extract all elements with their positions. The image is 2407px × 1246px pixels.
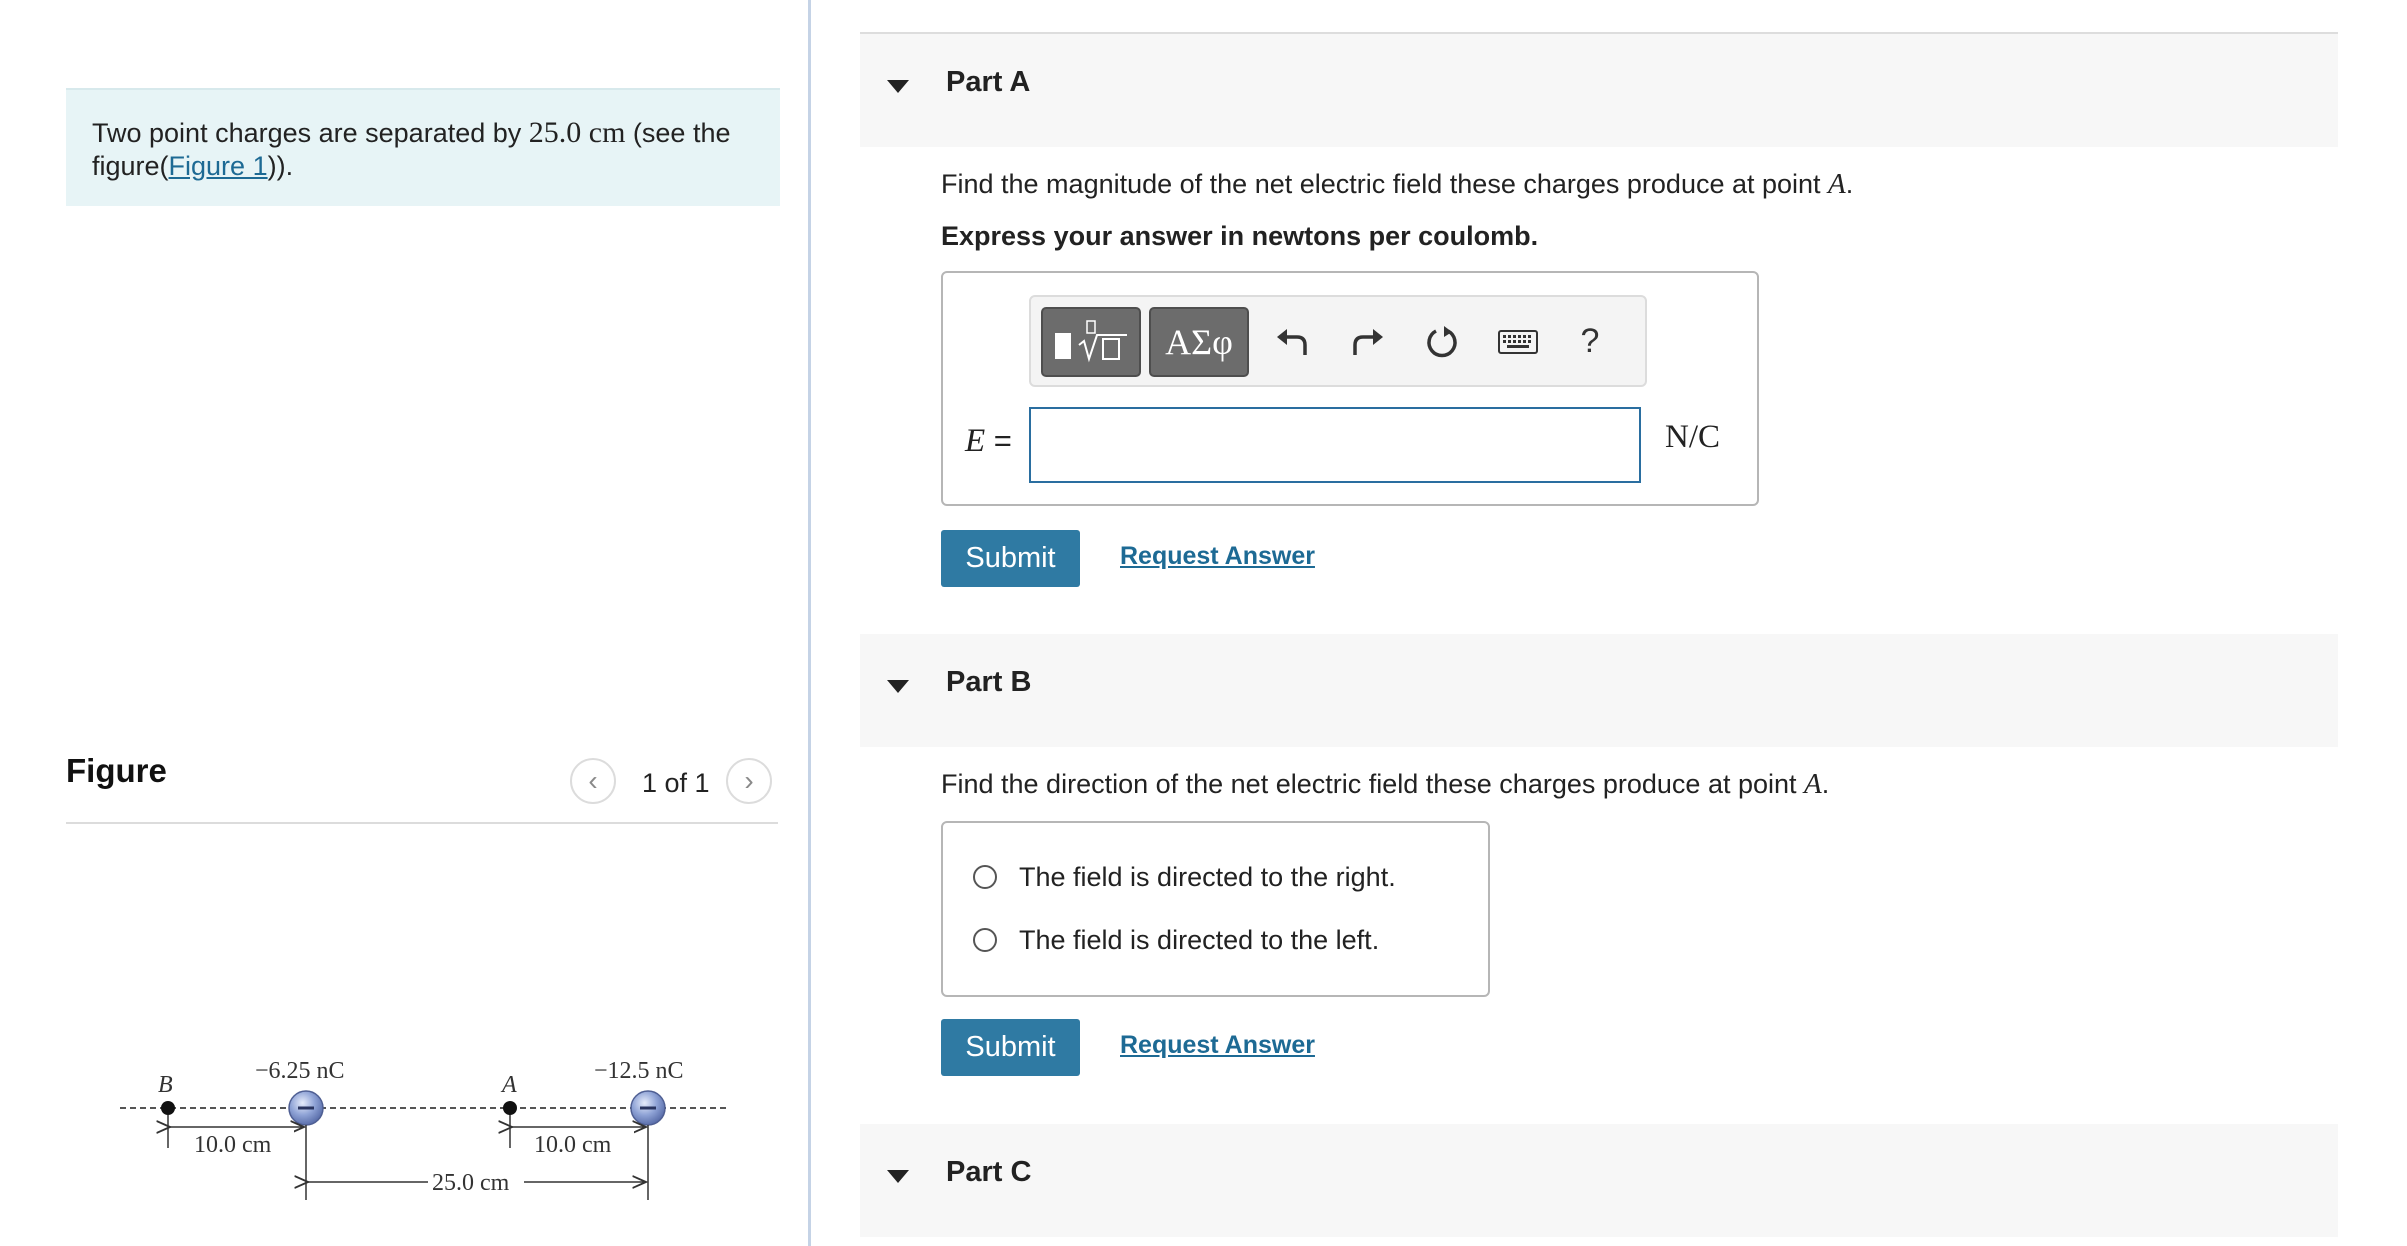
templates-icon	[1051, 315, 1131, 369]
help-button[interactable]: ?	[1580, 321, 1600, 360]
part-a-instruction: Express your answer in newtons per coulomb.	[941, 221, 1539, 251]
choice-left[interactable]	[973, 920, 1379, 960]
undo-button[interactable]	[1267, 317, 1317, 367]
caret-down-icon	[887, 680, 909, 693]
figure-header	[66, 752, 778, 824]
problem-text-middle: (see the figure(	[92, 118, 731, 181]
part-a-question	[941, 168, 1853, 201]
part-b-request-answer-link[interactable]: Request Answer	[1120, 1031, 1315, 1059]
figure-pager-count: 1 of 1	[642, 768, 710, 798]
part-b-submit-button[interactable]: Submit	[941, 1019, 1080, 1076]
pane-divider[interactable]	[808, 0, 811, 1246]
charge-left-label: −6.25 nC	[255, 1058, 345, 1084]
caret-down-icon	[887, 80, 909, 93]
part-a-title: Part A	[946, 66, 1031, 98]
part-b-header[interactable]	[860, 634, 2338, 747]
part-c-title: Part C	[946, 1156, 1032, 1188]
point-a	[503, 1101, 517, 1115]
part-a-question-text: Find the magnitude of the net electric field these charges produce at point	[941, 169, 1829, 199]
templates-button[interactable]	[1041, 307, 1141, 377]
caret-down-icon	[887, 1170, 909, 1183]
problem-text-after: )).	[267, 151, 294, 181]
answer-equals: =	[985, 423, 1012, 458]
part-c-header[interactable]	[860, 1124, 2338, 1237]
answer-input[interactable]	[1029, 407, 1641, 483]
choice-left-label: The field is directed to the left.	[1019, 924, 1380, 955]
unit-label: N/C	[1665, 419, 1721, 455]
dist-left-label: 10.0 cm	[194, 1132, 272, 1158]
part-b-title: Part B	[946, 666, 1032, 698]
part-a-question-end: .	[1845, 169, 1854, 199]
part-a-header[interactable]	[860, 34, 2338, 147]
part-a-request-answer-link[interactable]: Request Answer	[1120, 542, 1315, 570]
part-a-submit-button[interactable]: Submit	[941, 530, 1080, 587]
problem-separation: 25.0 cm	[528, 116, 626, 149]
dist-total-label: 25.0 cm	[432, 1170, 510, 1196]
part-b-question	[941, 768, 1829, 801]
figure-title: Figure	[66, 752, 167, 789]
keyboard-icon	[1498, 329, 1538, 355]
choice-right-label: The field is directed to the right.	[1019, 861, 1396, 892]
previous-figure-button[interactable]	[570, 758, 616, 804]
part-a-question-point: A	[1828, 168, 1846, 200]
part-b-choices	[941, 821, 1490, 997]
greek-symbols-button[interactable]: ΑΣφ	[1149, 307, 1249, 377]
point-a-label: A	[502, 1072, 517, 1098]
part-b-question-text: Find the direction of the net electric field these charges produce at point	[941, 769, 1805, 799]
redo-icon	[1351, 325, 1385, 359]
radio-button[interactable]	[973, 928, 997, 952]
keyboard-button[interactable]	[1491, 317, 1545, 367]
undo-icon	[1275, 325, 1309, 359]
radio-button[interactable]	[973, 865, 997, 889]
point-b	[161, 1101, 175, 1115]
answer-label	[965, 423, 1012, 460]
next-figure-button[interactable]	[726, 758, 772, 804]
reset-button[interactable]	[1417, 317, 1467, 367]
dist-right-label: 10.0 cm	[534, 1132, 612, 1158]
part-b-question-end: .	[1821, 769, 1830, 799]
charge-right-label: −12.5 nC	[594, 1058, 684, 1084]
charge-diagram	[110, 1030, 730, 1210]
problem-statement	[66, 88, 780, 206]
part-a-answer-box	[941, 271, 1759, 506]
point-b-label: B	[158, 1072, 173, 1098]
choice-right[interactable]	[973, 857, 1396, 897]
answer-variable: E	[965, 423, 986, 459]
problem-pane	[0, 0, 808, 1246]
chevron-left-icon: ‹	[588, 765, 598, 796]
figure-link[interactable]: Figure 1	[168, 151, 268, 181]
math-toolbar	[1029, 295, 1647, 387]
chevron-right-icon: ›	[744, 765, 754, 796]
redo-button[interactable]	[1343, 317, 1393, 367]
part-b-question-point: A	[1804, 768, 1822, 800]
reset-icon	[1424, 324, 1460, 360]
problem-text-before: Two point charges are separated by	[92, 118, 529, 148]
